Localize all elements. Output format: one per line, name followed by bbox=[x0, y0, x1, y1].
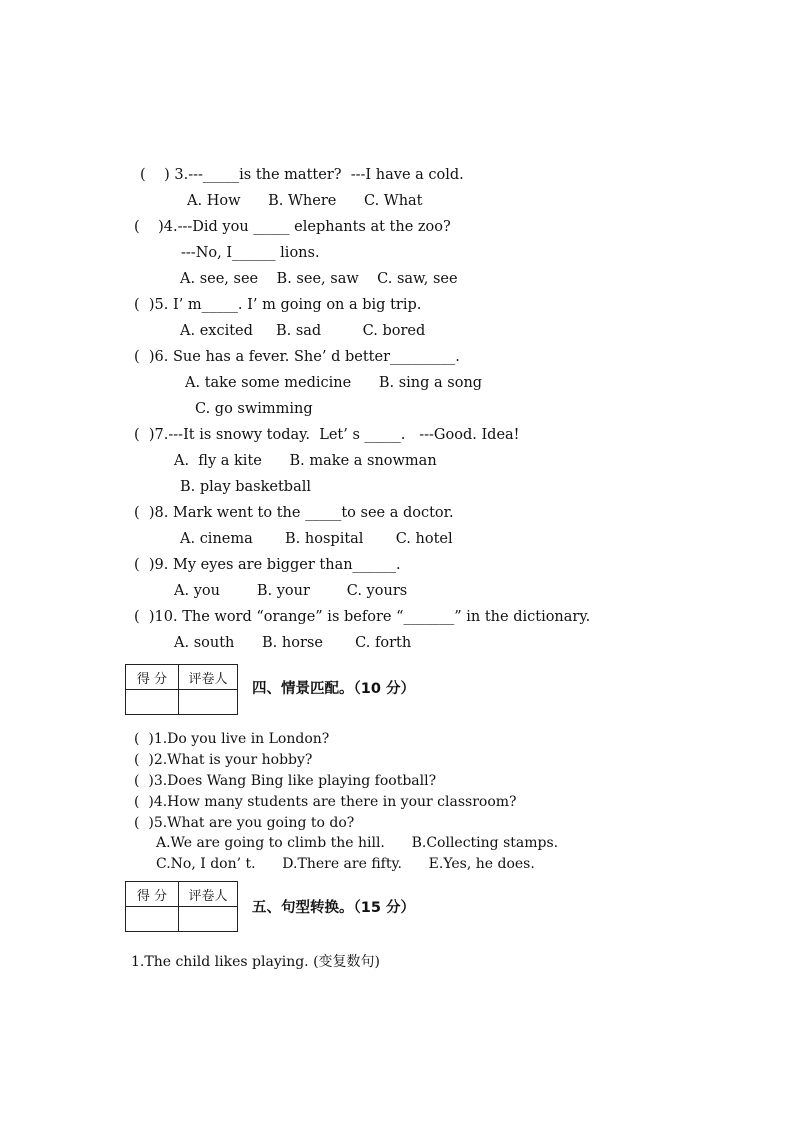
question-9-options: A. you B. your C. yours bbox=[174, 583, 408, 599]
question-4-reply: ---No, I______ lions. bbox=[181, 245, 320, 261]
score-table-section4 bbox=[125, 664, 238, 715]
question-8-options: A. cinema B. hospital C. hotel bbox=[180, 531, 453, 547]
match-question-2: ( )2.What is your hobby? bbox=[134, 752, 313, 768]
grader-label: 评卷人 bbox=[179, 882, 238, 907]
match-options-row-2: C.No, I don’ t. D.There are fifty. E.Yes, he does. bbox=[156, 856, 535, 872]
match-question-1: ( )1.Do you live in London? bbox=[134, 731, 330, 747]
grader-cell bbox=[179, 690, 238, 715]
question-5-options: A. excited B. sad C. bored bbox=[180, 323, 426, 339]
score-label: 得 分 bbox=[126, 882, 179, 907]
grader-label: 评卷人 bbox=[179, 665, 238, 690]
section5-title: 五、句型转换。（15 分） bbox=[252, 900, 415, 916]
match-options-row-1: A.We are going to climb the hill. B.Collecting stamps. bbox=[156, 835, 559, 851]
match-question-5: ( )5.What are you going to do? bbox=[134, 815, 355, 831]
question-9: ( )9. My eyes are bigger than______. bbox=[134, 557, 401, 573]
score-label: 得 分 bbox=[126, 665, 179, 690]
question-4: ( )4.---Did you _____ elephants at the zoo? bbox=[134, 219, 451, 235]
question-6-option-c: C. go swimming bbox=[195, 401, 313, 417]
grader-cell bbox=[179, 907, 238, 932]
question-4-options: A. see, see B. see, saw C. saw, see bbox=[180, 271, 458, 287]
question-3: ( ) 3.---_____is the matter? ---I have a cold. bbox=[140, 167, 464, 183]
question-7: ( )7.---It is snowy today. Let’ s _____. ---Good. Idea! bbox=[134, 427, 520, 443]
match-question-3: ( )3.Does Wang Bing like playing football? bbox=[134, 773, 437, 789]
question-10-options: A. south B. horse C. forth bbox=[174, 635, 412, 651]
question-8: ( )8. Mark went to the _____to see a doctor. bbox=[134, 505, 454, 521]
section4-title: 四、情景匹配。（10 分） bbox=[252, 681, 415, 697]
score-cell bbox=[126, 907, 179, 932]
question-10: ( )10. The word “orange” is before “_______” in the dictionary. bbox=[134, 609, 591, 625]
question-6: ( )6. Sue has a fever. She’ d better_________. bbox=[134, 349, 460, 365]
question-6-options-ab: A. take some medicine B. sing a song bbox=[185, 375, 483, 391]
score-table-section5 bbox=[125, 881, 238, 932]
score-cell bbox=[126, 690, 179, 715]
question-3-options: A. How B. Where C. What bbox=[187, 193, 423, 209]
question-7-options-ab: A. fly a kite B. make a snowman bbox=[174, 453, 437, 469]
question-7-option-c: B. play basketball bbox=[180, 479, 312, 495]
transform-question-1: 1.The child likes playing. (变复数句) bbox=[131, 954, 381, 970]
question-5: ( )5. I’ m_____. I’ m going on a big trip. bbox=[134, 297, 422, 313]
match-question-4: ( )4.How many students are there in your classroom? bbox=[134, 794, 517, 810]
